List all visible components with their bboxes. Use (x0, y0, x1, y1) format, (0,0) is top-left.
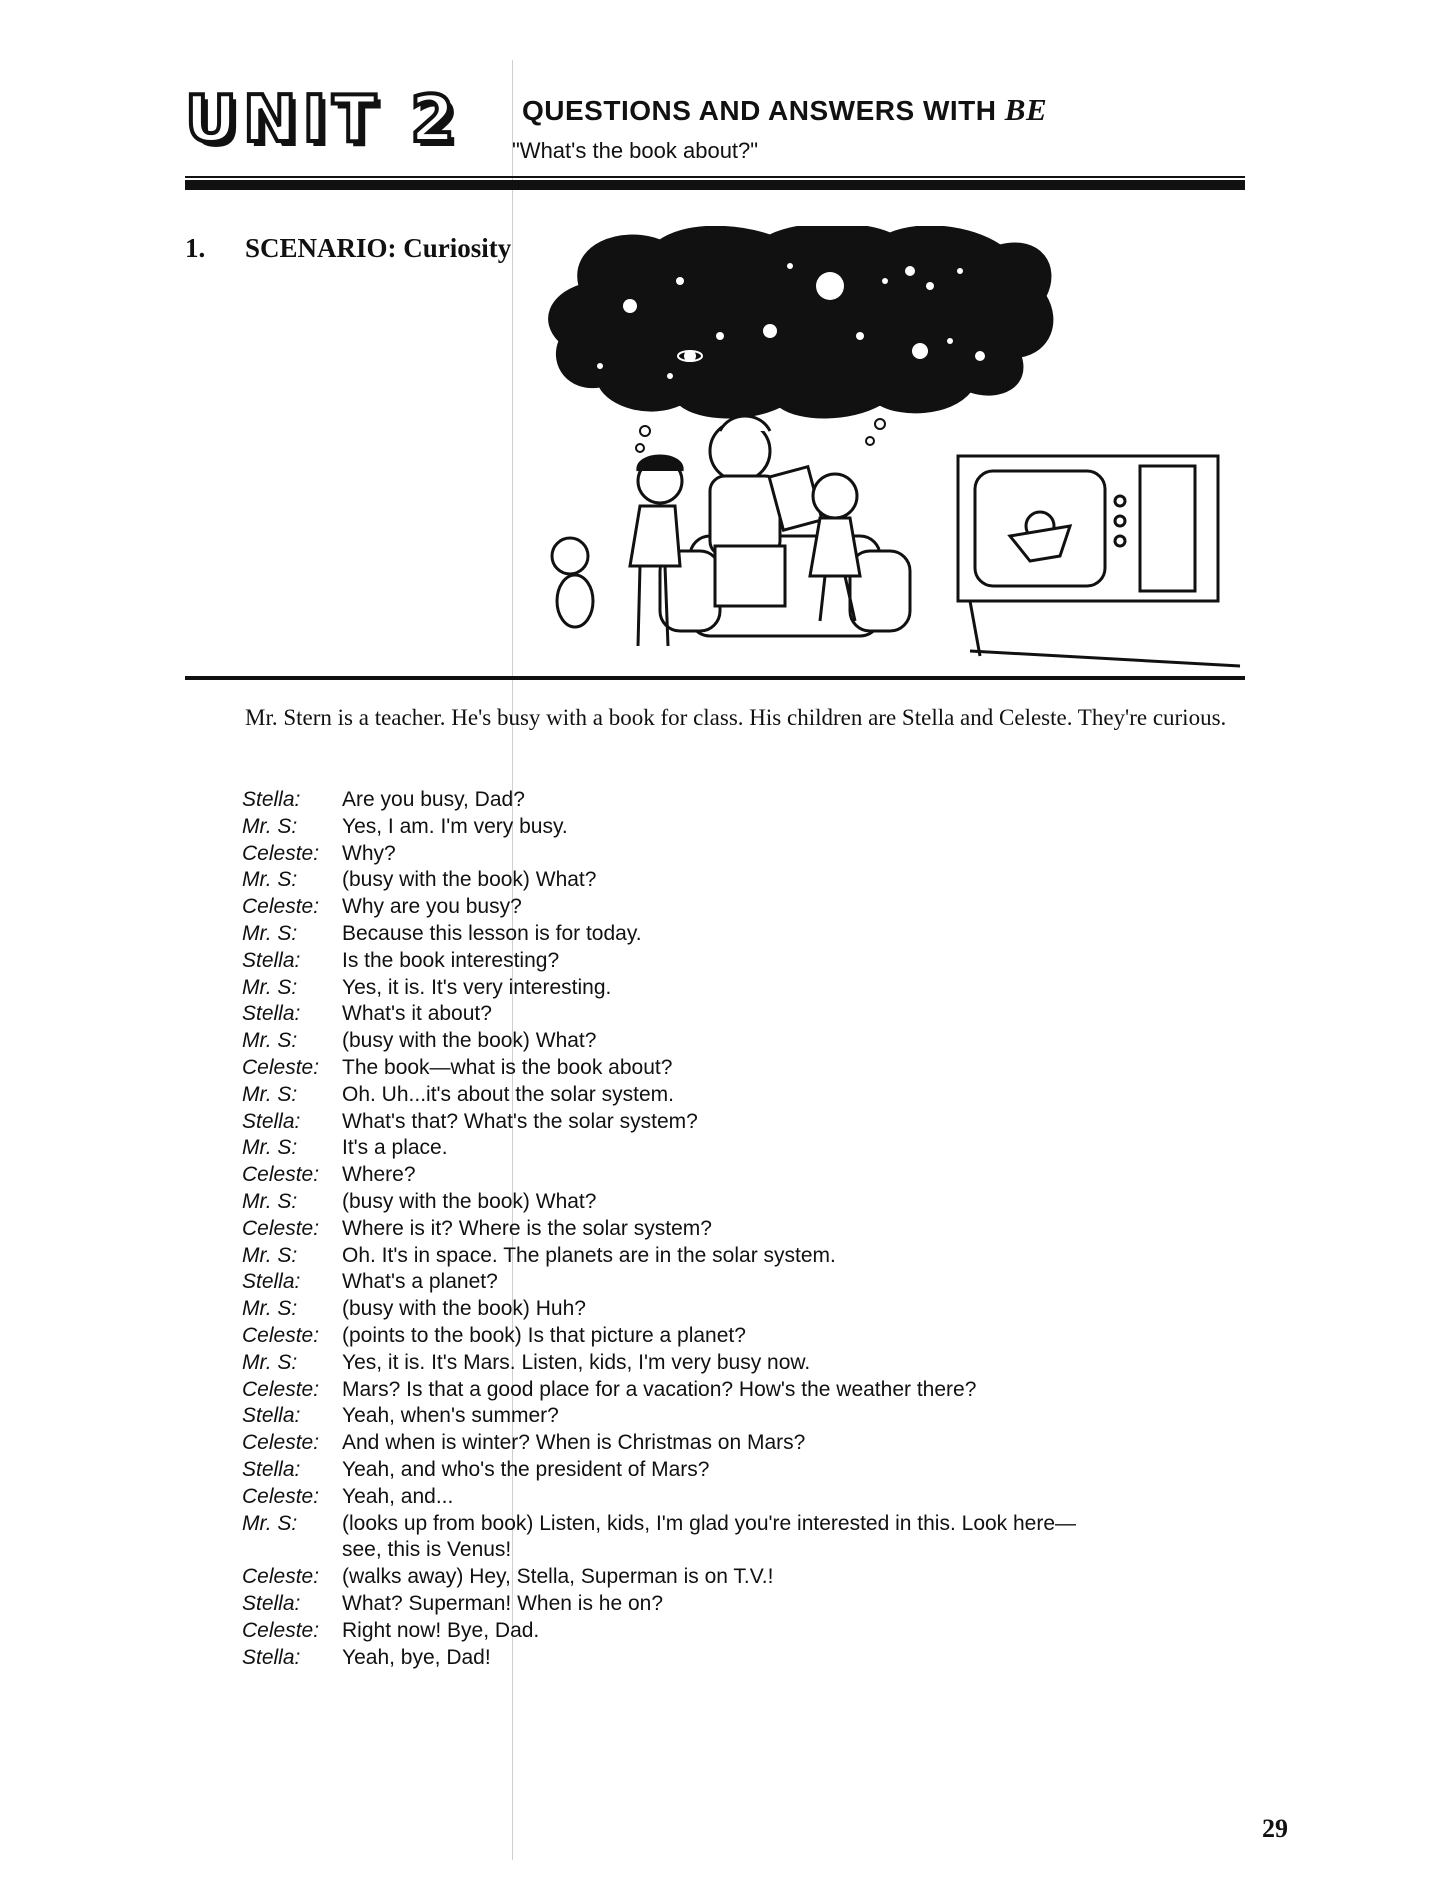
dialogue-text: Yeah, bye, Dad! (342, 1645, 491, 1669)
dialogue-text: (points to the book) Is that picture a planet? (342, 1323, 746, 1347)
dialogue-line (242, 867, 1222, 894)
dialogue-text: Because this lesson is for today. (342, 921, 642, 945)
dialogue-line (242, 1323, 1222, 1350)
dialogue-text: (walks away) Hey, Stella, Superman is on T.V.! (342, 1565, 774, 1589)
dialogue-line (242, 1591, 1222, 1618)
dialogue-line (242, 1028, 1222, 1055)
dialogue-text: What? Superman! When is he on? (342, 1591, 664, 1615)
dialogue-line (242, 1082, 1222, 1109)
dialogue-speaker: Celeste: (242, 841, 320, 865)
dialogue-speaker (242, 1537, 342, 1564)
dialogue-speaker: Stella: (242, 1645, 301, 1669)
dialogue-text: (busy with the book) What? (342, 868, 597, 892)
dialogue-text: Yes, it is. It's Mars. Listen, kids, I'm very busy now. (342, 1350, 811, 1374)
dialogue-line (242, 1564, 1222, 1591)
dialogue-text: What's a planet? (342, 1270, 498, 1294)
dialogue-line (242, 1243, 1222, 1270)
dialogue-text: Oh. It's in space. The planets are in the solar system. (342, 1243, 836, 1267)
dialogue-speaker: Mr. S: (242, 1511, 298, 1535)
dialogue-text: Mars? Is that a good place for a vacation? How's the weather there? (342, 1377, 977, 1401)
unit-label: UNIT 2 (185, 83, 461, 157)
dialogue-text: Where? (342, 1163, 416, 1187)
dialogue-speaker: Mr. S: (242, 1136, 298, 1160)
dialogue-speaker: Mr. S: (242, 1350, 298, 1374)
dialogue-line (242, 1189, 1222, 1216)
dialogue-speaker: Mr. S: (242, 1297, 298, 1321)
dialogue-speaker: Stella: (242, 1002, 301, 1026)
dialogue-text: It's a place. (342, 1136, 448, 1160)
dialogue-text: Why are you busy? (342, 895, 522, 919)
dialogue-text: The book—what is the book about? (342, 1055, 673, 1079)
cartoon-illustration (540, 226, 1250, 686)
dialogue-line (242, 1484, 1222, 1511)
dialogue-speaker: Stella: (242, 1404, 301, 1428)
dialogue-line (242, 1645, 1222, 1672)
unit-title (522, 92, 1047, 128)
dialogue-text: Are you busy, Dad? (342, 788, 525, 811)
dialogue-speaker: Celeste: (242, 1565, 320, 1589)
dialogue-text: Where is it? Where is the solar system? (342, 1216, 712, 1240)
unit-quote: "What's the book about?" (512, 138, 759, 163)
dialogue-speaker: Celeste: (242, 1618, 320, 1642)
dialogue-line (242, 1296, 1222, 1323)
dialogue (242, 787, 1222, 1671)
dialogue-text: And when is winter? When is Christmas on Mars? (342, 1431, 806, 1455)
dialogue-speaker: Mr. S: (242, 921, 298, 945)
dialogue-speaker: Celeste: (242, 1323, 320, 1347)
television (958, 456, 1240, 666)
dialogue-text: Why? (342, 841, 396, 865)
dialogue-speaker: Celeste: (242, 1163, 320, 1187)
dialogue-speaker: Celeste: (242, 895, 320, 919)
dialogue-speaker: Mr. S: (242, 1243, 298, 1267)
dialogue-speaker: Mr. S: (242, 1082, 298, 1106)
dialogue-line (242, 1403, 1222, 1430)
dialogue-speaker: Celeste: (242, 1484, 320, 1508)
dialogue-line (242, 1109, 1222, 1136)
dialogue-speaker: Stella: (242, 948, 301, 972)
dialogue-speaker: Mr. S: (242, 868, 298, 892)
dialogue-line (242, 1430, 1222, 1457)
section-number: 1. (185, 233, 206, 263)
dialogue-text: Yeah, when's summer? (342, 1404, 559, 1428)
dialogue-speaker: Stella: (242, 1109, 301, 1133)
scenario-intro: Mr. Stern is a teacher. He's busy with a book for class. His children are Stella and Celeste. They're curious. (245, 705, 1227, 730)
dialogue-text: Yeah, and... (342, 1484, 454, 1508)
page-number: 29 (1262, 1814, 1288, 1843)
dialogue-line (242, 894, 1222, 921)
dialogue-text: Right now! Bye, Dad. (342, 1618, 540, 1642)
dialogue-line (242, 1537, 1222, 1564)
section-title: SCENARIO: Curiosity (245, 233, 512, 263)
dialogue-text: Yeah, and who's the president of Mars? (342, 1457, 710, 1481)
dialogue-text: (busy with the book) What? (342, 1029, 597, 1053)
dialogue-speaker: Stella: (242, 788, 301, 811)
dialogue-text: What's that? What's the solar system? (342, 1109, 698, 1133)
space-thought-cloud (550, 226, 1052, 417)
dialogue-line (242, 1216, 1222, 1243)
dialogue-line (242, 1162, 1222, 1189)
dialogue-text: What's it about? (342, 1002, 492, 1026)
unit-title-main: QUESTIONS AND ANSWERS WITH (522, 95, 997, 126)
dialogue-line (242, 1511, 1222, 1538)
dialogue-speaker: Stella: (242, 1457, 301, 1481)
dialogue-line (242, 975, 1222, 1002)
dialogue-line (242, 841, 1222, 868)
dialogue-speaker: Celeste: (242, 1055, 320, 1079)
dialogue-line (242, 787, 1222, 814)
dialogue-line (242, 1377, 1222, 1404)
dialogue-line (242, 948, 1222, 975)
top-rule (185, 180, 1245, 190)
dialogue-text: (looks up from book) Listen, kids, I'm glad you're interested in this. Look here— (342, 1511, 1077, 1535)
dialogue-speaker: Mr. S: (242, 1029, 298, 1053)
dialogue-speaker: Mr. S: (242, 1189, 298, 1213)
dialogue-line (242, 1618, 1222, 1645)
teddy-bear (552, 538, 593, 627)
section-heading (185, 233, 511, 264)
dialogue-text: see, this is Venus! (342, 1538, 512, 1562)
dialogue-speaker: Stella: (242, 1591, 301, 1615)
dialogue-speaker: Celeste: (242, 1377, 320, 1401)
unit-title-em: BE (1004, 92, 1048, 127)
dialogue-speaker: Mr. S: (242, 975, 298, 999)
dialogue-text: Is the book interesting? (342, 948, 560, 972)
dialogue-line (242, 1055, 1222, 1082)
dialogue-text: (busy with the book) What? (342, 1189, 597, 1213)
dialogue-speaker: Mr. S: (242, 814, 298, 838)
dialogue-text: Oh. Uh...it's about the solar system. (342, 1082, 674, 1106)
dialogue-line (242, 1457, 1222, 1484)
dialogue-line (242, 1350, 1222, 1377)
dialogue-line (242, 1269, 1222, 1296)
dialogue-speaker: Stella: (242, 1270, 301, 1294)
dialogue-line (242, 814, 1222, 841)
dialogue-speaker: Celeste: (242, 1431, 320, 1455)
dialogue-text: Yes, I am. I'm very busy. (342, 814, 568, 838)
dialogue-text: Yes, it is. It's very interesting. (342, 975, 612, 999)
top-rule-thin (185, 176, 1245, 178)
dialogue-text: (busy with the book) Huh? (342, 1297, 586, 1321)
dialogue-line (242, 1135, 1222, 1162)
dialogue-line (242, 1001, 1222, 1028)
dialogue-line (242, 921, 1222, 948)
illustration-rule (185, 676, 1245, 680)
dialogue-speaker: Celeste: (242, 1216, 320, 1240)
